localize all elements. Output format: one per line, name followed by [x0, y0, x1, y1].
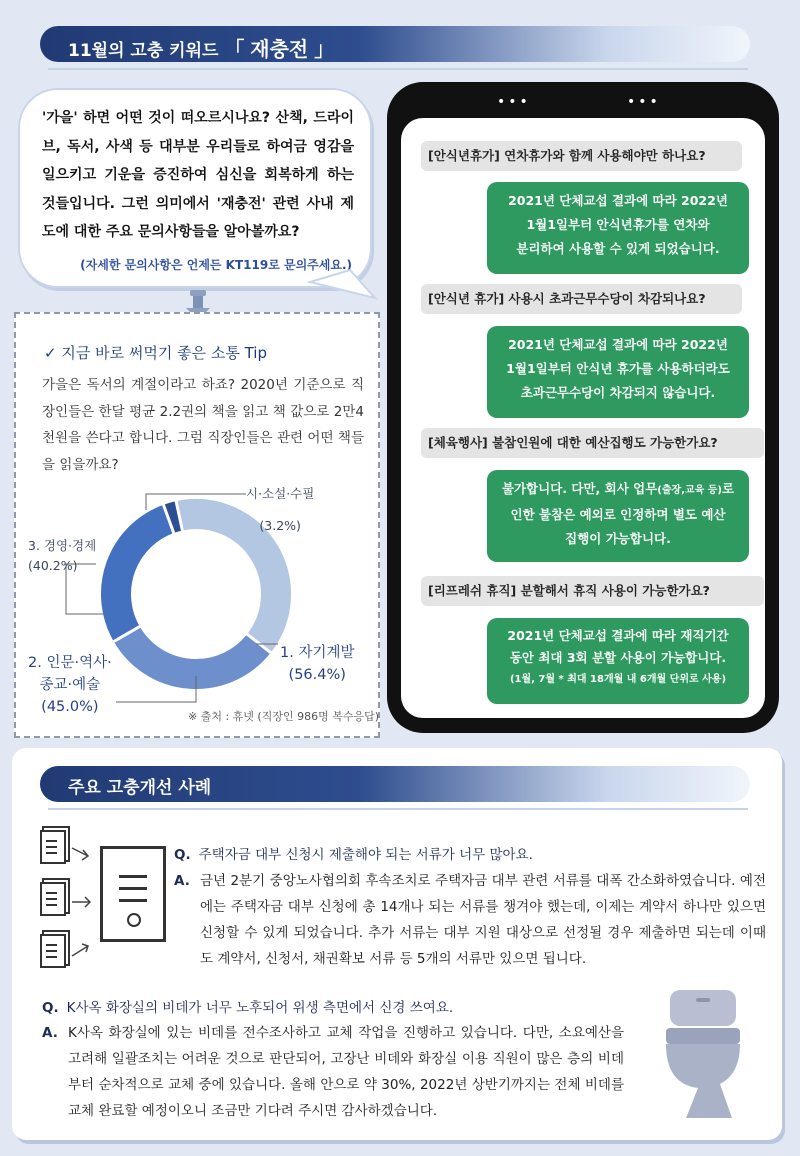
- intro-note: (자세한 문의사항은 언제든 KT119로 문의주세요.): [80, 258, 352, 272]
- tip-box: [14, 312, 380, 738]
- cases-title: 주요 고충개선 사례: [68, 778, 212, 798]
- chart-label-c3: [28, 536, 96, 576]
- doc-stack-3: [40, 934, 66, 968]
- donut-slice-4: [169, 516, 180, 519]
- case2-question: [42, 996, 453, 1016]
- case1-answer: [174, 868, 766, 972]
- section-header-cases: [40, 766, 750, 802]
- phone-dots-right: •••: [627, 94, 661, 110]
- chat-answer-2-line2: 1월1일부터 안식년 휴가를 사용하더라도: [506, 361, 730, 376]
- chart-label-c1-name: 1. 자기계발: [280, 645, 355, 661]
- chat-answer-4: [487, 618, 749, 704]
- chat-answer-1-line1: 2021년 단체교섭 결과에 따라 2022년: [508, 193, 728, 208]
- intro-text: '가을' 하면 어떤 것이 떠오르시나요? 산책, 드라이브, 독서, 사색 등 대부분 우리들로 하여금 영감을 일으키고 기운을 증진하여 심신을 회복하게 하는 것들입니다. 그런 의미에서 '재충전' 관련 사내 제도에 대한 주요 문의사항들을 알아볼까요?: [42, 110, 354, 240]
- chart-label-c1: [280, 642, 354, 686]
- chart-label-c3-name: 3. 경영·경제: [28, 538, 97, 553]
- chart-label-c1-value: (56.4%): [288, 667, 346, 683]
- checkmark-icon: ✓: [44, 344, 57, 362]
- case1-question: [174, 843, 533, 863]
- chat-answer-2: [487, 326, 749, 418]
- chat-question-4: [리프레쉬 휴직] 분할해서 휴직 사용이 가능한가요?: [421, 576, 764, 606]
- keyword-quote-open: 「: [224, 37, 245, 61]
- case1-a-text: 금년 2분기 중앙노사협의회 후속조치로 주택자금 대부 관련 서류를 대폭 간소화하였습니다. 예전에는 주택자금 대부 신청에 총 14개나 되는 서류를 챙겨야 했는데, 이제는 계약서 하나만 있으면 신청할 수 있게 되었습니다. 추가 서류는 대부 지원 대상으로 선정될 경우 제출하면 되는데 이때도 계약서, 신청서, 채권확보 서류 등 5개의 서류만 있으면 됩니다.: [200, 873, 766, 967]
- chat-answer-3-line1-a: 불가합니다. 다만, 회사 업무: [501, 481, 658, 496]
- chat-answer-4-line1: 2021년 단체교섭 결과에 따라 재직기간: [507, 628, 729, 643]
- document-icon: [100, 846, 166, 942]
- bubble-tail: [300, 262, 380, 302]
- tip-title-text: 지금 바로 써먹기 좋은 소통 Tip: [61, 344, 267, 362]
- chat-question-2: [안식년 휴가] 사용시 초과근무수당이 차감되나요?: [421, 284, 742, 314]
- chat-question-1: [안식년휴가] 연차휴가와 함께 사용해야만 하나요?: [421, 141, 742, 171]
- case1-q-text: 주택자금 대부 신청시 제출해야 되는 서류가 너무 많아요.: [198, 847, 533, 863]
- case2-q-text: K사옥 화장실의 비데가 너무 노후되어 위생 측면에서 신경 쓰여요.: [66, 1000, 454, 1016]
- arrow-icon: [70, 836, 98, 966]
- chart-label-c4-name: 시·소설·수필: [246, 486, 315, 501]
- chat-answer-3: [487, 470, 749, 562]
- chat-answer-3-line1-end: 로: [722, 481, 735, 496]
- keyword-title: [68, 33, 334, 62]
- chart-label-c2-name2: 종교·예술: [39, 677, 101, 693]
- chat-answer-3-line2: 인한 불참은 예외로 인정하며 별도 예산: [510, 507, 726, 522]
- chart-label-c2-value: (45.0%): [41, 699, 99, 715]
- section-header-keyword: [40, 26, 750, 62]
- donut-slice-3: [116, 519, 169, 634]
- doc-stack-2: [40, 882, 66, 916]
- chat-answer-1-line2: 1월1일부터 안식년휴가를 연차와: [526, 217, 710, 232]
- chat-answer-4-line2: 동안 최대 3회 분할 사용이 가능합니다.: [509, 650, 727, 665]
- chart-label-c2: [28, 652, 112, 718]
- chart-label-c4-value: (3.2%): [259, 518, 301, 533]
- chat-answer-3-line1: [495, 477, 741, 503]
- toilet-icon: [656, 988, 756, 1120]
- tip-text: 가을은 독서의 계절이라고 하죠? 2020년 기준으로 직장인들은 한달 평균 2.2권의 책을 읽고 책 값으로 2만4천원을 쓴다고 합니다. 그럼 직장인들은 관련 어떤 책들을 읽을까요?: [42, 377, 364, 473]
- donut-slice-2: [127, 634, 259, 674]
- header2-underline: [48, 808, 748, 810]
- chart-label-c4: [246, 484, 314, 536]
- case2-q-mark: Q.: [42, 1000, 59, 1016]
- keyword-title-prefix: 11월의 고충 키워드: [68, 41, 219, 61]
- chat-answer-1: [487, 182, 749, 274]
- keyword-text: 재충전: [250, 37, 309, 61]
- header-underline: [48, 68, 748, 70]
- intro-bubble: [18, 88, 372, 288]
- chat-question-3: [체육행사] 불참인원에 대한 예산집행도 가능한가요?: [421, 428, 764, 458]
- chat-answer-2-line1: 2021년 단체교섭 결과에 따라 2022년: [508, 337, 728, 352]
- chart-source: ※ 출처 : 휴넷 (직장인 986명 복수응답): [188, 710, 379, 723]
- chart-label-c2-name1: 2. 인문·역사·: [28, 655, 112, 671]
- chat-answer-1-line3: 분리하여 사용할 수 있게 되었습니다.: [516, 241, 720, 256]
- chat-answer-3-line3: 집행이 가능합니다.: [565, 531, 671, 546]
- documents-icon: [34, 826, 184, 976]
- case2-a-mark: A.: [42, 1025, 58, 1041]
- chat-answer-2-line3: 초과근무수당이 차감되지 않습니다.: [520, 385, 716, 400]
- doc-stack-1: [40, 830, 66, 864]
- chat-answer-3-line1-small: (출장,교육 등): [657, 485, 723, 496]
- phone-dots-left: •••: [497, 94, 531, 110]
- case2-answer: [42, 1020, 624, 1124]
- case1-q-mark: Q.: [174, 847, 191, 863]
- case2-a-text: K사옥 화장실에 있는 비데를 전수조사하고 교체 작업을 진행하고 있습니다. 다만, 소요예산을 고려해 일괄조치는 어려운 것으로 판단되어, 고장난 비데와 화장실 이용 직원이 많은 층의 비데부터 순차적으로 교체 중에 있습니다. 올해 안으로 약 30%, 2022년 상반기까지는 전체 비데를 교체 완료할 예정이오니 조금만 기다려 주시면 감사하겠습니다.: [68, 1025, 624, 1119]
- case1-a-mark: A.: [174, 873, 190, 889]
- chat-answer-4-note: (1월, 7월 * 최대 18개월 내 6개월 단위로 사용): [509, 674, 727, 685]
- keyword-quote-close: 」: [314, 37, 335, 61]
- chart-label-c3-value: (40.2%): [28, 558, 78, 573]
